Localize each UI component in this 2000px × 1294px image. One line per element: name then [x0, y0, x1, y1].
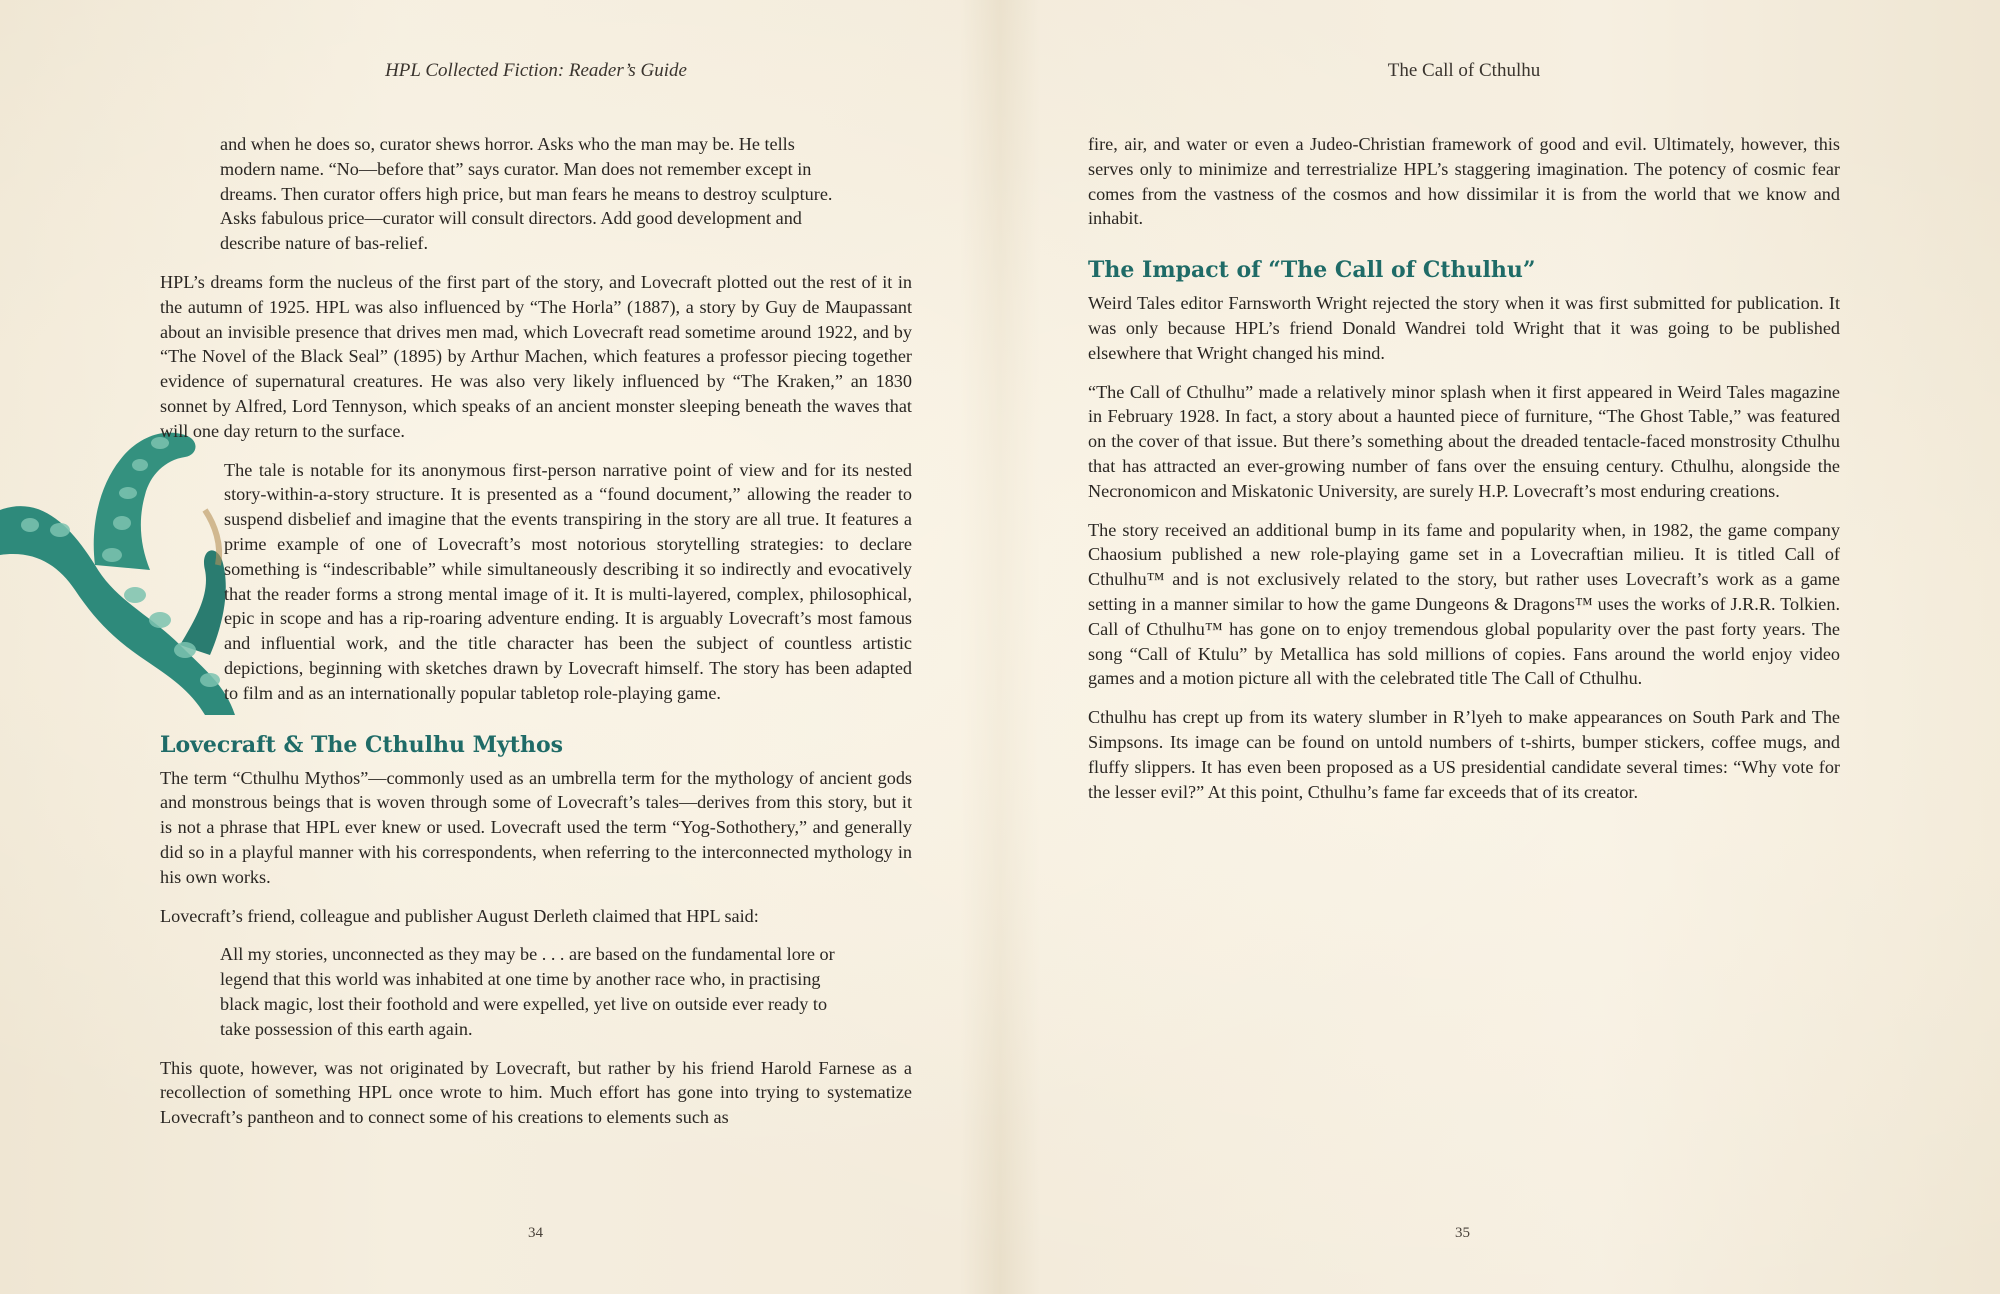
block-quote: and when he does so, curator shews horror. Asks who the man may be. He tells modern name. “No—before that” says curator. Man does not remember except in dreams. Then curator offers high price, but man fears he means to destroy sculpture. Asks fabulous price—curator will consult directors. Add good development and describe nature of bas-relief. — [220, 134, 833, 254]
right-text-column — [1088, 132, 1840, 818]
page-number-left: 34 — [528, 1225, 543, 1241]
paragraph: Weird Tales editor Farnsworth Wright rejected the story when it was first submitted for publication. It was only because HPL’s friend Donald Wandrei told Wright that it was going to be published elsewhere that Wright changed his mind. — [1088, 293, 1840, 363]
paragraph: The story received an additional bump in its fame and popularity when, in 1982, the game company Chaosium published a new role-playing game set in a Lovecraftian milieu. It is titled Call of Cthulhu™ and is not exclusively related to the story, but rather uses Lovecraft’s work as a game setting in a manner similar to how the game Dungeons & Dragons™ uses the works of J.R.R. Tolkien. Call of Cthulhu™ has gone on to enjoy tremendous global popularity over the past forty years. The song “Call of Ktulu” by Metallica has sold millions of copies. Fans around the world enjoy video games and a motion picture all with the celebrated title The Call of Cthulhu. — [1088, 519, 1840, 689]
paragraph: HPL’s dreams form the nucleus of the first part of the story, and Lovecraft plotted out the rest of it in the autumn of 1925. HPL was also influenced by “The Horla” (1887), a story by Guy de Maupassant about an invisible presence that drives men mad, which Lovecraft read sometime around 1922, and by “The Novel of the Black Seal” (1895) by Arthur Machen, which features a professor piecing together evidence of supernatural creatures. He was also very likely influenced by “The Kraken,” an 1830 sonnet by Alfred, Lord Tennyson, which speaks of an ancient monster sleeping beneath the waves that will one day return to the surface. — [160, 271, 912, 441]
paragraph: “The Call of Cthulhu” made a relatively minor splash when it first appeared in Weird Tales magazine in February 1928. In fact, a story about a haunted piece of furniture, “The Ghost Table,” was featured on the cover of that issue. But there’s something about the dreaded tentacle-faced monstrosity Cthulhu that has attracted an ever-growing number of fans over the ensuing century. Cthulhu, alongside the Necronomicon and Miskatonic University, are surely H.P. Lovecraft’s most enduring creations. — [1088, 381, 1840, 501]
paragraph: This quote, however, was not originated by Lovecraft, but rather by his friend Harold Farnese as a recollection of something HPL once wrote to him. Much effort has gone into trying to systematize Lovecraft’s pantheon and to connect some of his creations to elements such as — [160, 1057, 912, 1128]
left-text-column — [160, 132, 912, 1144]
paragraph: The term “Cthulhu Mythos”—commonly used as an umbrella term for the mythology of ancient gods and monstrous beings that is woven through some of Lovecraft’s tales—derives from this story, but it is not a phrase that HPL ever knew or used. Lovecraft used the term “Yog-Sothothery,” and generally did so in a playful manner with his correspondents, when referring to the interconnected mythology in his own works. — [160, 767, 912, 887]
block-quote: All my stories, unconnected as they may be . . . are based on the fundamental lore or legend that this world was inhabited at one time by another race who, in practising black magic, lost their foothold and were expelled, yet live on outside ever ready to take possession of this earth again. — [220, 944, 835, 1039]
paragraph-wrapped: The tale is notable for its anonymous first-person narrative point of view and for its nested story-within-a-story structure. It is presented as a “found document,” allowing the reader to suspend disbelief and imagine that the events transpiring in the story are all true. It features a prime example of one of Lovecraft’s most notorious storytelling strategies: to declare something is “indescribable” while simultaneously describing it so indirectly and evocatively that the reader forms a strong mental image of it. It is multi-layered, complex, philosophical, epic in scope and has a rip-roaring adventure ending. It is arguably Lovecraft’s most famous and influential work, and the title character has been the subject of countless artistic depictions, beginning with sketches drawn by Lovecraft himself. The story has been adapted to film and as an internationally popular tabletop role-playing game. — [224, 459, 912, 703]
running-head-right: The Call of Cthulhu — [1387, 60, 1541, 81]
page-number-right: 35 — [1455, 1225, 1470, 1241]
section-heading: Lovecraft & The Cthulhu Mythos — [160, 731, 564, 758]
paragraph: Cthulhu has crept up from its watery slumber in R’lyeh to make appearances on South Park and The Simpsons. Its image can be found on untold numbers of t-shirts, bumper stickers, coffee mugs, and fluffy slippers. It has even been proposed as a US presidential candidate several times: “Why vote for the lesser evil?” At this point, Cthulhu’s fame far exceeds that of its creator. — [1088, 707, 1840, 802]
paragraph: fire, air, and water or even a Judeo-Christian framework of good and evil. Ultimately, however, this serves only to minimize and terrestrialize HPL’s staggering imagination. The potency of cosmic fear comes from the vastness of the cosmos and how dissimilar it is from the world that we know and inhabit. — [1088, 134, 1840, 229]
section-heading: The Impact of “The Call of Cthulhu” — [1088, 257, 1536, 284]
paragraph: Lovecraft’s friend, colleague and publisher August Derleth claimed that HPL said: — [160, 905, 759, 926]
right-page — [1000, 0, 2000, 1294]
running-head-left: HPL Collected Fiction: Reader’s Guide — [385, 60, 687, 81]
